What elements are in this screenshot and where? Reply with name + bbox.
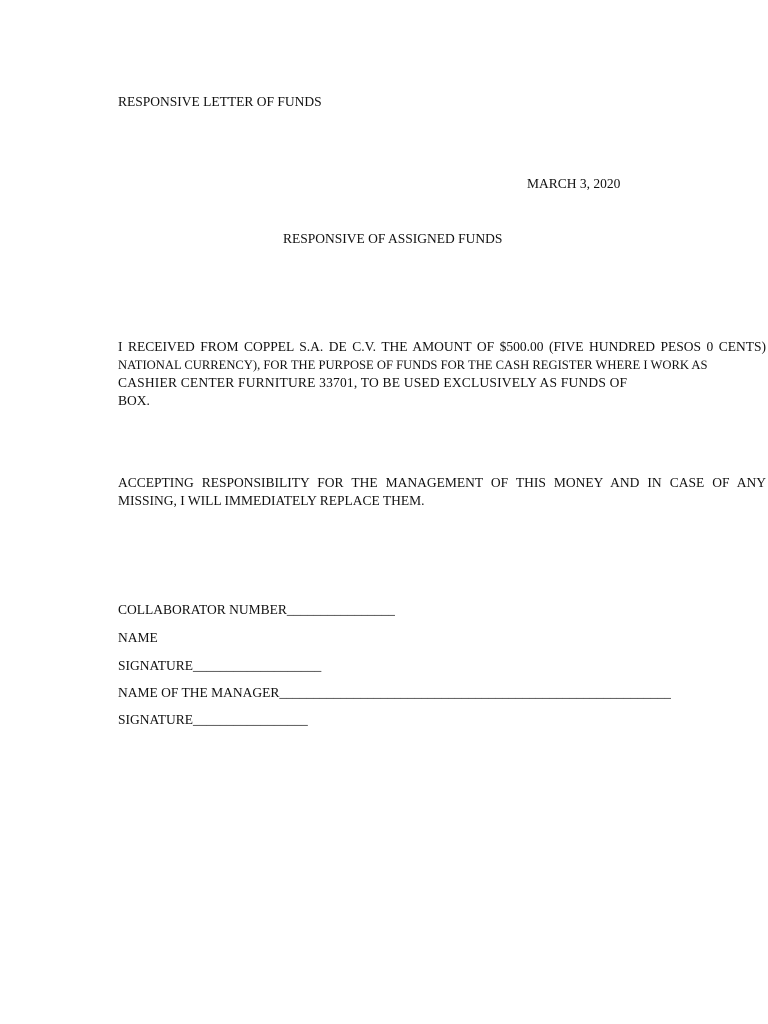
responsibility-paragraph (118, 474, 766, 510)
receipt-line-4: BOX. (118, 393, 150, 408)
responsibility-line-2: MISSING, I WILL IMMEDIATELY REPLACE THEM. (118, 493, 425, 508)
manager-name-field: NAME OF THE MANAGER__________________________________________________________ (118, 685, 671, 700)
document-date: MARCH 3, 2020 (527, 176, 621, 191)
receipt-line-3: CASHIER CENTER FURNITURE 33701, TO BE USED EXCLUSIVELY AS FUNDS OF (118, 375, 628, 390)
responsibility-line-1: ACCEPTING RESPONSIBILITY FOR THE MANAGEMENT OF THIS MONEY AND IN CASE OF ANY (118, 475, 766, 490)
receipt-paragraph (118, 338, 766, 410)
name-field: NAME (118, 630, 158, 645)
document-subtitle: RESPONSIVE OF ASSIGNED FUNDS (283, 231, 503, 246)
collaborator-number-field: COLLABORATOR NUMBER________________ (118, 602, 395, 617)
signature-field: SIGNATURE___________________ (118, 658, 322, 673)
receipt-line-2: NATIONAL CURRENCY), FOR THE PURPOSE OF FUNDS FOR THE CASH REGISTER WHERE I WORK AS (118, 358, 708, 372)
manager-signature-field: SIGNATURE_________________ (118, 712, 308, 727)
receipt-line-1: I RECEIVED FROM COPPEL S.A. DE C.V. THE AMOUNT OF $500.00 (FIVE HUNDRED PESOS 0 CENTS) (118, 339, 766, 354)
document-title: RESPONSIVE LETTER OF FUNDS (118, 94, 322, 109)
